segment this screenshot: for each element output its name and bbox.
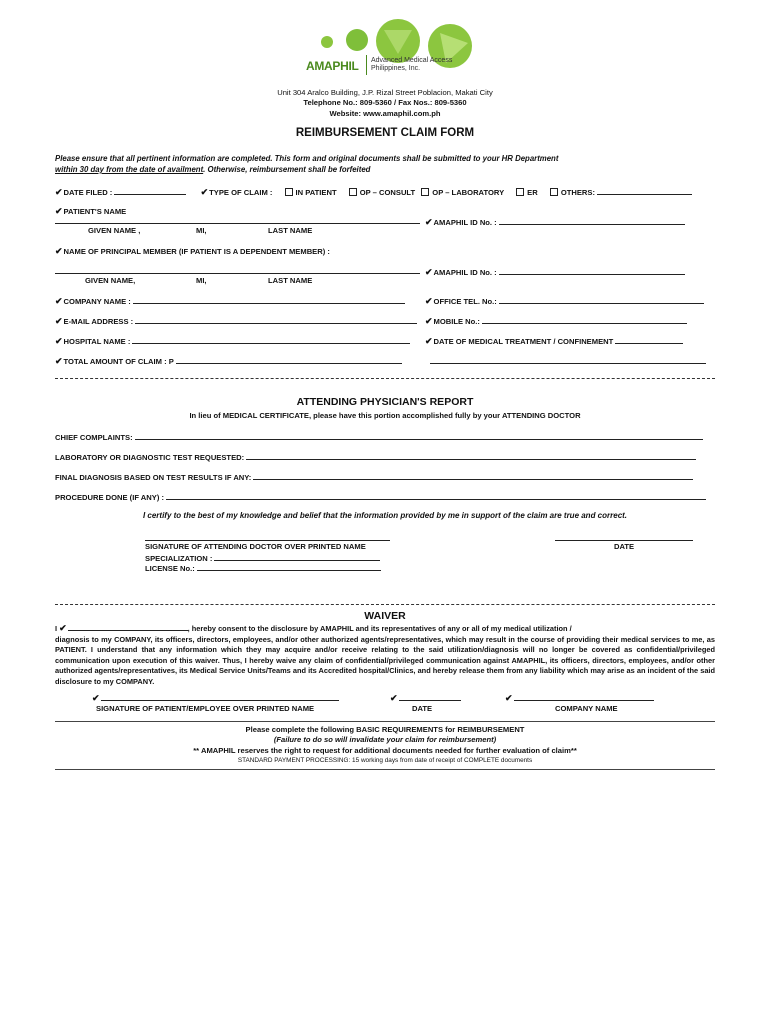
company-phone: Telephone No.: 809-5360 / Fax Nos.: 809-5360 [303,98,467,108]
er-checkbox[interactable] [516,188,524,196]
total-amount-label: TOTAL AMOUNT OF CLAIM : P [63,357,174,366]
company-name-sig-field[interactable] [514,692,654,701]
instruction-line-1: Please ensure that all pertinent information are completed. This form and original documents shall be submitted to your HR Department [55,154,559,163]
mi-caption-2: MI, [196,276,207,285]
check-icon: ✔ [425,316,433,326]
check-icon: ✔ [55,187,63,197]
logo-company-line1: Advanced Medical Access [371,57,453,64]
patient-name-label: PATIENT'S NAME [63,207,127,216]
principal-member-field[interactable] [55,265,420,274]
check-icon: ✔ [200,187,209,197]
check-icon: ✔ [92,693,100,703]
chief-complaints-label: CHIEF COMPLAINTS: [55,433,133,442]
in-patient-label: IN PATIENT [295,188,337,197]
check-icon: ✔ [59,623,67,633]
waiver-name-field[interactable] [68,622,188,631]
amaphil-id-label: AMAPHIL ID No. : [433,218,497,227]
check-icon: ✔ [55,246,63,256]
instruction-deadline: within 30 day from the date of availment [55,165,204,174]
specialization-label: SPECIALIZATION : [145,554,213,563]
check-icon: ✔ [425,296,433,306]
op-laboratory-label: OP – LABORATORY [432,188,505,197]
mobile-label: MOBILE No.: [433,317,480,326]
patient-date-field[interactable] [399,692,461,701]
check-icon: ✔ [425,217,433,227]
hospital-name-label: HOSPITAL NAME : [63,337,131,346]
specialization-field[interactable] [214,552,380,561]
section-divider-2 [55,604,715,605]
patient-name-field[interactable] [55,215,420,224]
doctor-date-field[interactable] [555,532,693,541]
waiver-line1: , hereby consent to the disclosure by AMAPHIL and its representatives of any or all of my medical utilization / [187,624,572,633]
type-of-claim-label: TYPE OF CLAIM : [209,188,273,197]
amaphil-id-field-2[interactable] [499,266,685,275]
doctor-date-caption: DATE [614,542,635,551]
footer-processing: STANDARD PAYMENT PROCESSING: 15 working days from date of receipt of COMPLETE documents [237,757,533,765]
op-laboratory-checkbox[interactable] [421,188,429,196]
last-name-caption-2: LAST NAME [268,276,313,285]
section-divider [55,378,715,379]
form-title: REIMBURSEMENT CLAIM FORM [295,127,475,139]
waiver-i: I [55,624,58,633]
check-icon: ✔ [55,316,63,326]
patient-signature-caption: SIGNATURE OF PATIENT/EMPLOYEE OVER PRINTED NAME [96,704,315,713]
check-icon: ✔ [55,206,63,216]
hospital-name-field[interactable] [132,335,410,344]
company-name-field[interactable] [133,295,405,304]
others-label: OTHERS: [560,188,595,197]
op-consult-label: OP – CONSULT [359,188,416,197]
patient-date-caption: DATE [412,704,433,713]
er-label: ER [527,188,538,197]
physician-report-subtitle: In lieu of MEDICAL CERTIFICATE, please have this portion accomplished fully by your ATTENDING DOCTOR [189,411,581,420]
check-icon: ✔ [505,693,513,703]
doctor-signature-caption: SIGNATURE OF ATTENDING DOCTOR OVER PRINTED NAME [145,542,366,551]
lab-test-label: LABORATORY OR DIAGNOSTIC TEST REQUESTED: [55,453,245,462]
physician-certification: I certify to the best of my knowledge and belief that the information provided by me in support of the claim are true and correct. [142,511,628,520]
in-patient-checkbox[interactable] [285,188,293,196]
logo-text: AMAPHIL [306,59,359,73]
lab-test-field[interactable] [246,451,696,460]
check-icon: ✔ [390,693,398,703]
office-tel-label: OFFICE TEL. No.: [433,297,497,306]
footer-reserve-note: ** AMAPHIL reserves the right to request for additional documents needed for further evaluation of claim** [193,745,577,755]
check-icon: ✔ [55,336,63,346]
license-field[interactable] [197,562,381,571]
mobile-field[interactable] [482,315,687,324]
total-amount-field[interactable] [176,355,402,364]
op-consult-checkbox[interactable] [349,188,357,196]
footer-requirements: Please complete the following BASIC REQUIREMENTS for REIMBURSEMENT [245,725,525,734]
amaphil-id-label-2: AMAPHIL ID No. : [433,268,497,277]
last-name-caption: LAST NAME [268,226,313,235]
logo-divider [366,55,367,75]
date-of-treatment-field[interactable] [615,335,683,344]
others-field[interactable] [597,186,692,195]
procedure-done-field[interactable] [166,491,706,500]
principal-member-label: NAME OF PRINCIPAL MEMBER (IF PATIENT IS A DEPENDENT MEMBER) : [63,247,330,256]
date-of-treatment-field-2[interactable] [430,355,706,364]
company-logo [300,18,490,78]
patient-signature-field[interactable] [101,692,339,701]
others-checkbox[interactable] [550,188,558,196]
date-of-treatment-label: DATE OF MEDICAL TREATMENT / CONFINEMENT [433,337,614,346]
given-name-caption: GIVEN NAME , [88,226,141,235]
logo-company-line2: Philippines, Inc. [371,65,421,72]
amaphil-id-field[interactable] [499,216,685,225]
check-icon: ✔ [55,356,63,366]
company-name-label: COMPANY NAME : [63,297,131,306]
date-filed-label: DATE FILED : [63,188,113,197]
check-icon: ✔ [425,336,433,346]
company-name-caption: COMPANY NAME [555,704,618,713]
license-label: LICENSE No.: [145,564,195,573]
instruction-forfeit: . Otherwise, reimbursement shall be forfeited [203,165,371,174]
physician-report-title: ATTENDING PHYSICIAN'S REPORT [296,396,474,408]
office-tel-field[interactable] [499,295,704,304]
given-name-caption-2: GIVEN NAME, [85,276,136,285]
final-diagnosis-label: FINAL DIAGNOSIS BASED ON TEST RESULTS IF ANY: [55,473,252,482]
footer-bottom-rule [55,769,715,770]
waiver-body: diagnosis to my COMPANY, its officers, directors, employees, and/or other authorized agents/representatives, which may result in the course of providing their medical services to me, as PATIENT. I understand that any information which they may acquire and/or receive relating to the said utilization/diagnosis will no longer be covered as confidential/privileged communication upon execution of this waiver. Thus, I hereby waive any claim of confidential/privileged communication against AMAPHIL, its officers, directors, employees, and/or other authorized agents/representatives, its Medical Service Units/Teams and its Accredited hospital/Clinics, and hereby release them from any liability which may arise as an incident of the said disclosure to my COMPANY. [55,634,715,686]
email-label: E-MAIL ADDRESS : [63,317,134,326]
procedure-done-label: PROCEDURE DONE (IF ANY) : [55,493,164,502]
footer-failure-note: (Failure to do so will invalidate your claim for reimbursement) [273,735,497,745]
chief-complaints-field[interactable] [135,431,703,440]
check-icon: ✔ [55,296,63,306]
company-website: Website: www.amaphil.com.ph [329,108,441,118]
check-icon: ✔ [425,267,433,277]
mi-caption: MI, [196,226,207,235]
date-filed-field[interactable] [114,186,186,195]
doctor-signature-field[interactable] [145,532,390,541]
company-address: Unit 304 Aralco Building, J.P. Rizal Street Poblacion, Makati City [277,88,493,97]
final-diagnosis-field[interactable] [253,471,693,480]
email-field[interactable] [135,315,417,324]
footer-top-rule [55,721,715,722]
waiver-title: WAIVER [364,610,406,622]
